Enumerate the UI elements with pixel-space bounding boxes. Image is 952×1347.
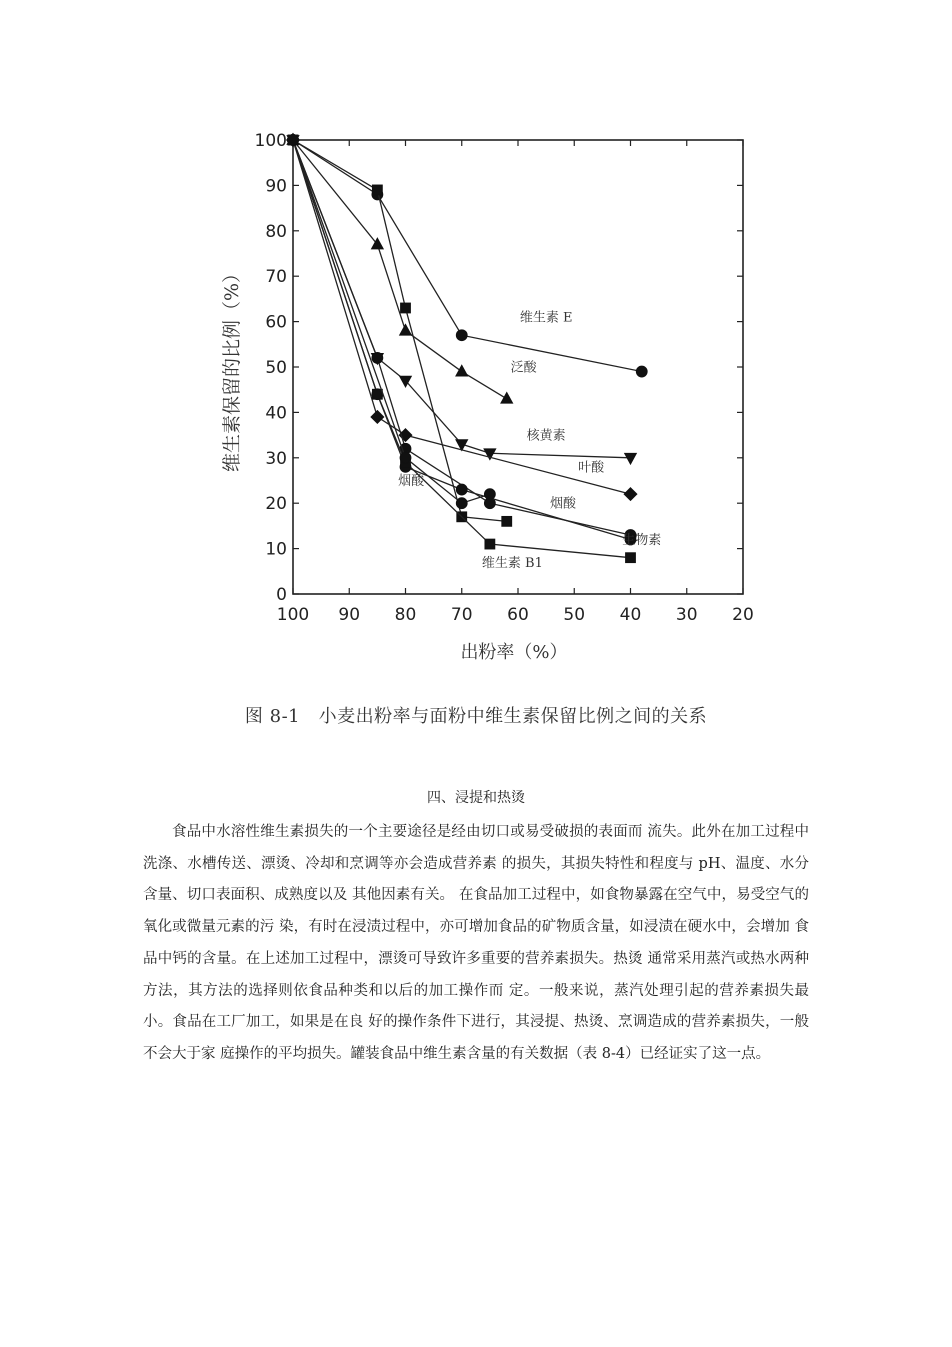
y-tick-label: 80 (265, 221, 287, 242)
x-tick-label: 20 (732, 605, 754, 625)
series-annotation: 叶酸 (578, 460, 605, 476)
series-annotation: 生物素 (622, 533, 662, 549)
series-annotation: 维生素 E (519, 310, 573, 326)
y-tick-label: 60 (265, 312, 287, 333)
data-point (456, 484, 467, 495)
data-point (626, 553, 636, 563)
retention-chart (200, 110, 780, 670)
series-1 (288, 135, 648, 378)
chart-series (287, 134, 648, 563)
series-9 (288, 135, 496, 509)
chart-ticks (255, 131, 754, 625)
series-annotation: 核黄素 (526, 428, 566, 444)
y-axis-title: 维生素保留的比例（%） (221, 263, 243, 473)
series-annotation: 维生素 B1 (481, 555, 543, 571)
x-tick-label: 90 (338, 605, 361, 625)
data-point (624, 488, 637, 501)
y-tick-label: 50 (265, 358, 287, 378)
data-point (501, 392, 513, 403)
x-tick-label: 80 (394, 605, 417, 625)
series-2 (287, 134, 513, 404)
x-tick-label: 70 (450, 605, 473, 625)
data-point (485, 539, 495, 549)
data-point (484, 489, 495, 500)
x-tick-label: 100 (276, 605, 310, 625)
data-point (372, 185, 382, 195)
data-point (456, 330, 467, 341)
y-tick-label: 90 (265, 176, 287, 197)
series-line (293, 140, 507, 521)
series-annotation: 烟酸 (398, 474, 425, 490)
data-point (372, 389, 382, 399)
data-point (625, 453, 637, 464)
y-tick-label: 40 (265, 403, 287, 424)
series-line (293, 140, 631, 458)
y-tick-label: 30 (265, 448, 287, 469)
y-tick-label: 20 (265, 494, 287, 515)
data-point (371, 410, 384, 423)
x-axis-title: 出粉率（%） (460, 642, 568, 663)
figure-caption: 图 8-1 小麦出粉率与面粉中维生素保留比例之间的关系 (244, 706, 708, 727)
series-annotation: 烟酸 (549, 496, 577, 512)
x-tick-label: 60 (507, 605, 529, 625)
x-tick-label: 30 (675, 605, 698, 625)
section-heading: 四、浸提和热烫 (427, 790, 525, 806)
series-line (293, 140, 507, 399)
data-point (372, 352, 383, 363)
y-tick-label: 70 (265, 267, 287, 288)
data-point (502, 516, 512, 526)
x-tick-label: 50 (563, 605, 586, 625)
x-tick-label: 40 (619, 605, 642, 625)
series-3 (287, 136, 637, 465)
data-point (401, 303, 411, 313)
data-point (456, 365, 468, 376)
data-point (400, 452, 411, 463)
y-tick-label: 100 (254, 131, 287, 151)
y-tick-label: 10 (265, 539, 287, 560)
data-point (288, 135, 299, 146)
y-tick-label: 0 (276, 585, 287, 605)
body-paragraph: 食品中水溶性维生素损失的一个主要途径是经由切口或易受破损的表面而 流失。此外在加工过程中洗涤、水槽传送、漂烫、冷却和烹调等亦会造成营养素 的损失，其损失特性和程度与 pH、温度、水分含量、切口表面积、成熟度以及 其他因素有关。 在食品加工过程中，如食物暴露在空气中，易受空气的氧化或微量元素的污 染，有时在浸渍过程中，亦可增加食品的矿物质含量，如浸渍在硬水中，会增加 食品中钙的含量。在上述加工过程中，漂烫可导致许多重要的营养素损失。热烫 通常采用蒸汽或热水两种方法，其方法的选择则依食品种类和以后的加工操作而 定。一般来说，蒸汽处理引起的营养素损失最小。食品在工厂加工，如果是在良 好的操作条件下进行，其浸提、热烫、烹调造成的营养素损失，一般不会大于家 庭操作的平均损失。罐装食品中维生素含量的有关数据（表 8-4）已经证实了这一点。 (143, 824, 809, 1062)
series-annotation: 泛酸 (510, 360, 537, 376)
data-point (456, 498, 467, 509)
data-point (636, 366, 647, 377)
